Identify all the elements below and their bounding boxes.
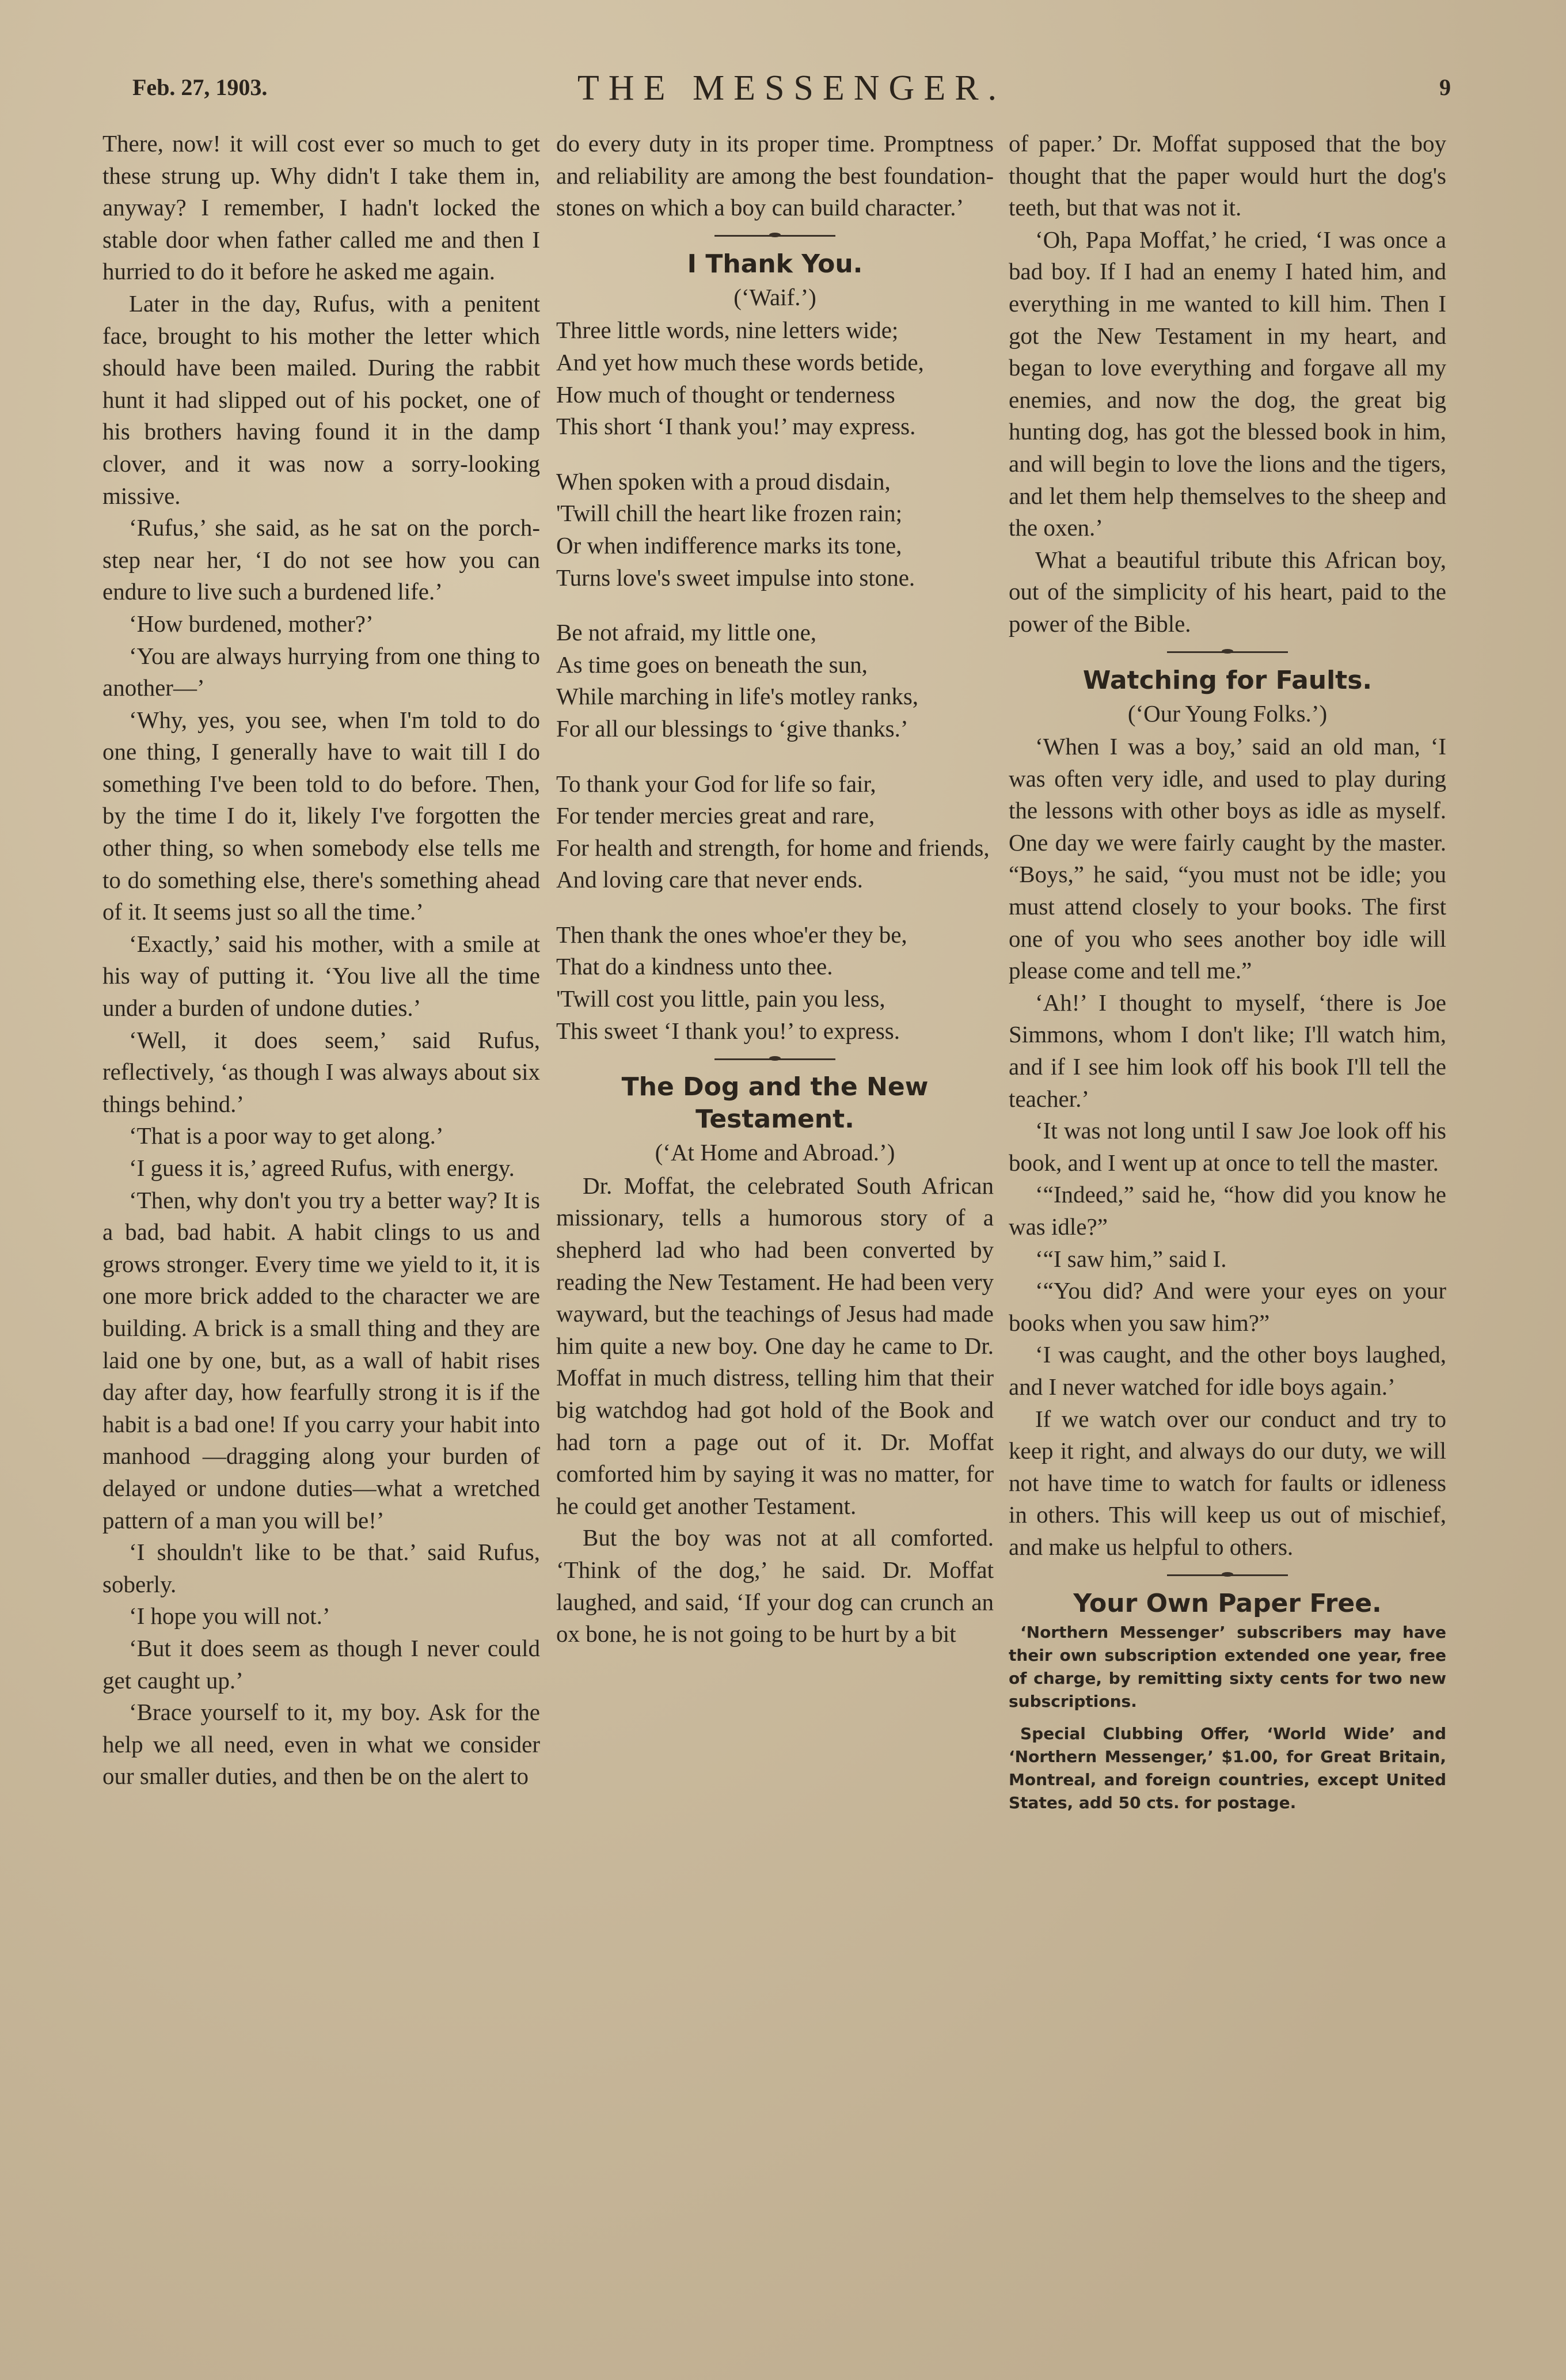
stanza: [556, 314, 994, 442]
paragraph: ‘I was caught, and the other boys laughed, and I never watched for idle boys again.’: [1009, 1341, 1446, 1400]
paragraph: ‘I shouldn't like to be that.’ said Rufus, soberly.: [102, 1539, 540, 1597]
paragraph: do every duty in its proper time. Promptness and reliability are among the best foundation-stones on which a boy can build character.’: [556, 130, 994, 221]
poem: [556, 314, 994, 1047]
paragraph: ‘Ah!’ I thought to myself, ‘there is Joe Simmons, whom I don't like; I'll watch him, and if I see him look off his book I'll tell the teacher.’: [1009, 989, 1446, 1112]
story-source: (‘Our Young Folks.’): [1127, 700, 1328, 727]
paragraph: If we watch over our conduct and try to keep it right, and always do our duty, we will not have time to watch for faults or idleness in others. This will keep us out of mischief, and make us helpful to others.: [1009, 1405, 1446, 1560]
paragraph: ‘You are always hurrying from one thing to another—’: [102, 642, 540, 701]
section-divider: [556, 227, 994, 245]
poem-line: For all our blessings to ‘give thanks.’: [556, 715, 909, 742]
paragraph: ‘“Indeed,” said he, “how did you know he was idle?”: [1009, 1181, 1446, 1240]
poem-line: This short ‘I thank you!’ may express.: [556, 413, 916, 440]
paragraph: ‘I guess it is,’ agreed Rufus, with energy.: [129, 1155, 515, 1181]
poem-line: Then thank the ones whoe'er they be,: [556, 921, 907, 948]
paragraph: ‘It was not long until I saw Joe look off his book, and I went up at once to tell the master.: [1009, 1117, 1446, 1176]
column-2: [556, 128, 994, 2258]
paragraph: ‘Well, it does seem,’ said Rufus, reflectively, ‘as though I was always about six things behind.’: [102, 1026, 540, 1117]
stanza: [556, 768, 994, 896]
poem-line: That do a kindness unto thee.: [556, 953, 833, 980]
paragraph: There, now! it will cost ever so much to get these strung up. Why didn't I take them in, anyway? I remember, I hadn't locked the stable door when father called me and then I hurried to do it before he asked me again.: [102, 130, 540, 285]
masthead-title: THE MESSENGER.: [577, 69, 1006, 108]
poem-line: When spoken with a proud disdain,: [556, 468, 891, 495]
section-divider: [1009, 644, 1446, 661]
poem-line: And loving care that never ends.: [556, 866, 863, 893]
story-source: (‘At Home and Abroad.’): [655, 1139, 895, 1166]
stanza: [556, 466, 994, 594]
stanza: [556, 919, 994, 1047]
subscription-notice: [1009, 1621, 1446, 1815]
poem-source: (‘Waif.’): [733, 283, 816, 310]
paragraph: Dr. Moffat, the celebrated South African missionary, tells a humorous story of a shepherd lad who had been converted by reading the New Testament. He had been very wayward, but the teachings of Jesus had made him quite a new boy. One day he came to Dr. Moffat in much distress, telling him that their big watchdog had got hold of the Book and had torn a page out of it. Dr. Moffat comforted him by saying it was no matter, for he could get another Testament.: [556, 1172, 994, 1519]
poem-line: Be not afraid, my little one,: [556, 619, 817, 646]
issue-date: Feb. 27, 1903.: [132, 74, 268, 100]
notice-title: Your Own Paper Free.: [1073, 1588, 1382, 1618]
poem-line: Or when indifference marks its tone,: [556, 532, 902, 559]
paragraph: What a beautiful tribute this African boy, out of the simplicity of his heart, paid to the power of the Bible.: [1009, 546, 1446, 637]
paragraph: ‘Rufus,’ she said, as he sat on the porch-step near her, ‘I do not see how you can endure to live such a burdened life.’: [102, 514, 540, 605]
paragraph: ‘But it does seem as though I never could get caught up.’: [102, 1634, 540, 1694]
paragraph: ‘Exactly,’ said his mother, with a smile at his way of putting it. ‘You live all the time under a burden of undone duties.’: [102, 930, 540, 1022]
page-header: [132, 68, 1451, 108]
poem-line: While marching in life's motley ranks,: [556, 683, 919, 710]
poem-line: This sweet ‘I thank you!’ to express.: [556, 1017, 900, 1044]
paragraph: ‘I hope you will not.’: [129, 1603, 330, 1630]
page-number: 9: [1439, 74, 1451, 100]
paragraph: ‘“I saw him,” said I.: [1035, 1245, 1227, 1272]
paragraph: ‘Brace yourself to it, my boy. Ask for the help we all need, even in what we consider our smaller duties, and then be on the alert to: [102, 1699, 540, 1790]
poem-line: As time goes on beneath the sun,: [556, 651, 868, 678]
poem-line: And yet how much these words betide,: [556, 348, 924, 375]
poem-line: Three little words, nine letters wide;: [556, 317, 899, 344]
story-title: Watching for Faults.: [1082, 665, 1373, 695]
poem-line: For health and strength, for home and friends,: [556, 834, 990, 861]
section-divider: [556, 1050, 994, 1068]
stanza: [556, 617, 994, 745]
poem-line: 'Twill chill the heart like frozen rain;: [556, 500, 903, 527]
poem-line: To thank your God for life so fair,: [556, 770, 876, 797]
paragraph: But the boy was not at all comforted. ‘Think of the dog,’ he said. Dr. Moffat laughed, and said, ‘If your dog can crunch an ox bone, he is not going to be hurt by a bit: [556, 1524, 994, 1648]
column-1: [102, 128, 540, 2258]
paragraph: ‘Northern Messenger’ subscribers may have their own subscription extended one year, free of charge, by remitting sixty cents for two new subscriptions.: [1009, 1622, 1446, 1711]
column-3: [1009, 128, 1446, 2258]
paragraph: ‘Why, yes, you see, when I'm told to do one thing, I generally have to wait till I do something I've been told to do before. Then, by the time I do it, likely I've forgotten the other thing, so when somebody else tells me to do something else, there's something ahead of it. It seems just so all the time.’: [102, 706, 540, 925]
paragraph: ‘That is a poor way to get along.’: [129, 1122, 444, 1149]
poem-line: 'Twill cost you little, pain you less,: [556, 985, 885, 1012]
poem-title: I Thank You.: [687, 249, 863, 279]
poem-line: For tender mercies great and rare,: [556, 802, 875, 829]
story-title: The Dog and the New Testament.: [621, 1072, 929, 1134]
paragraph: ‘“You did? And were your eyes on your books when you saw him?”: [1009, 1277, 1446, 1336]
paragraph: ‘Oh, Papa Moffat,’ he cried, ‘I was once a bad boy. If I had an enemy I hated him, and everything in me wanted to kill him. Then I got the New Testament in my heart, and began to love everything and forgave all my enemies, and now the dog, the great big hunting dog, has got the blessed book in him, and will begin to love the lions and the tigers, and let them help themselves to the sheep and the oxen.’: [1009, 226, 1446, 541]
paragraph: ‘When I was a boy,’ said an old man, ‘I was often very idle, and used to play during the lessons with other boys as idle as myself. One day we were fairly caught by the master. “Boys,” he said, “you must not be idle; you must attend closely to your books. The first one of you who sees another boy idle will please come and tell me.”: [1009, 733, 1446, 984]
paragraph: Special Clubbing Offer, ‘World Wide’ and ‘Northern Messenger,’ $1.00, for Great Britain, Montreal, and foreign countries, except United States, add 50 cts. for postage.: [1009, 1724, 1446, 1812]
paragraph: ‘Then, why don't you try a better way? It is a bad, bad habit. A habit clings to us and grows stronger. Every time we yield to it, it is one more brick added to the character we are building. A brick is a small thing and they are laid one by one, but, as a wall of habit rises day after day, how fearfully strong it is if the habit is a bad one! If you carry your habit into manhood —dragging along your burden of delayed or undone duties—what a wretched pattern of a man you will be!’: [102, 1186, 540, 1533]
paragraph: of paper.’ Dr. Moffat supposed that the boy thought that the paper would hurt the dog's teeth, but that was not it.: [1009, 130, 1446, 221]
poem-line: Turns love's sweet impulse into stone.: [556, 564, 915, 591]
paragraph: ‘How burdened, mother?’: [129, 610, 374, 637]
section-divider: [1009, 1567, 1446, 1584]
paragraph: Later in the day, Rufus, with a penitent face, brought to his mother the letter which should have been mailed. During the rabbit hunt it had slipped out of his pocket, one of his brothers having found it in the damp clover, and it was now a sorry-looking missive.: [102, 290, 540, 509]
poem-line: How much of thought or tenderness: [556, 381, 895, 408]
